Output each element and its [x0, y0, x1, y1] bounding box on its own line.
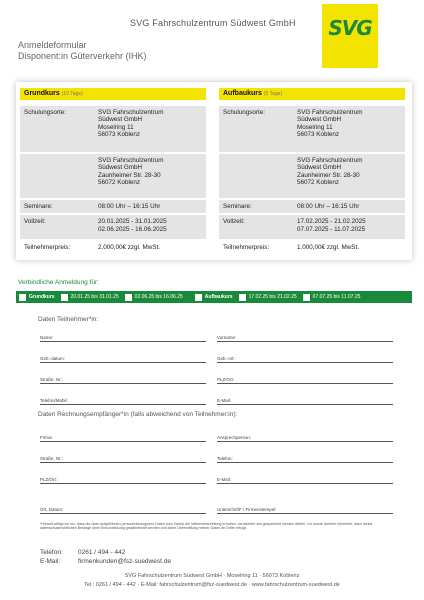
title-line-2: Disponent:in Güterverkehr (IHK) [18, 51, 147, 61]
aufbaukurs-ort1 [297, 109, 401, 149]
svg-logo [322, 4, 378, 68]
rechnung-plz-ort-field[interactable]: PLZ/Ort: [40, 476, 206, 484]
grundkurs-seminare-row [20, 200, 206, 213]
checkbox-aufbaukurs-feb[interactable] [239, 294, 246, 301]
seminare-time: 08:00 Uhr – 16:15 Uhr [297, 203, 360, 210]
grundkurs-ort1 [98, 109, 202, 149]
consent-footnote: *Hiermit willige ich ein, dass die oben aufgeführten personenbezogenen Daten zum Zweck der Weiterverarbeitung erhoben, verarbeitet und gespeichert werden dürfen. Ich wurde darüber informiert, dass meine datenschutzrechtlichen Belange ohne Einschränkung gewährleistet werden und keine Übermittlung meiner Daten an Dritte erfolgt. [40, 522, 373, 531]
contact-email [40, 557, 171, 566]
rechnung-telefon-field[interactable]: Telefon: [217, 455, 393, 463]
aufbaukurs-ort1-row [219, 106, 405, 152]
aufbaukurs-vollzeit-dates [297, 218, 401, 236]
contact-telefon-label: Telefon: [40, 549, 63, 556]
grundkurs-vollzeit-row [20, 215, 206, 239]
contact-telefon-value: 0261 / 494 - 442 [78, 549, 126, 556]
address-line: Südwest GmbH [297, 116, 342, 124]
grundkurs-header [20, 88, 206, 100]
address-line: 56072 Koblenz [297, 178, 340, 186]
address-line: Moselring 11 [98, 123, 134, 131]
aufbaukurs-ort2 [297, 157, 401, 195]
vollzeit-label: Vollzeit: [24, 218, 46, 226]
seminare-time: 08:00 Uhr – 16:15 Uhr [98, 203, 161, 210]
anmeldung-title: Verbindliche Anmeldung für: [18, 279, 99, 286]
option-aufbaukurs-jul[interactable] [303, 294, 361, 301]
option-label: Grundkurs [29, 294, 55, 300]
checkbox-grundkurs[interactable] [19, 294, 26, 301]
checkbox-aufbaukurs-jul[interactable] [303, 294, 310, 301]
document-title [18, 40, 147, 62]
vollzeit-label: Vollzeit: [223, 218, 245, 226]
spacer [223, 157, 297, 195]
address-line: 56073 Koblenz [297, 130, 340, 138]
aufbaukurs-duration: (5 Tage) [263, 91, 283, 97]
grundkurs-preis: 2.000,00€ zzgl. MwSt. [98, 244, 160, 252]
ansprechperson-field[interactable]: Ansprechperson: [217, 434, 393, 442]
contact-telefon [40, 548, 171, 557]
unterschrift-field[interactable]: Unterschrift* / Firmenstempel: [217, 506, 393, 514]
ort-datum-field[interactable]: Ort, Datum: [40, 506, 206, 514]
name-field[interactable]: Name: [40, 334, 206, 342]
option-grundkurs-jun[interactable] [125, 294, 183, 301]
address-line: SVG Fahrschulzentrum [297, 157, 363, 164]
spacer [24, 157, 98, 195]
aufbaukurs-preis: 1.000,00€ zzgl. MwSt. [297, 244, 359, 252]
company-name: SVG Fahrschulzentrum Südwest GmbH [130, 18, 296, 28]
title-line-1: Anmeldeformular [18, 40, 87, 50]
plz-ort-field[interactable]: PLZ/Ort: [217, 376, 393, 384]
preis-label: Teilnehmerpreis: [223, 244, 270, 252]
address-line: Südwest GmbH [98, 116, 143, 124]
address-line: Zaunheimer Str. 28-30 [98, 171, 161, 179]
address-line: SVG Fahrschulzentrum [98, 157, 164, 164]
firma-field[interactable]: Firma: [40, 434, 206, 442]
rechnung-strasse-field[interactable]: Straße, Nr.: [40, 455, 206, 463]
date-range: 20.01.2025 - 31.01.2025 [98, 218, 167, 226]
telefon-field[interactable]: Telefon/Mobil: [40, 397, 206, 405]
address-line: SVG Fahrschulzentrum [98, 109, 164, 116]
option-label: 20.01.25 bis 31.01.25 [70, 294, 119, 300]
footer-contact: Tel.: 0261 / 494 - 442 · E-Mail: fahrschulzentrum@fsz-suedwest.de · www.fahrschulzentrum-suedwest.de [84, 582, 340, 588]
aufbaukurs-vollzeit-row [219, 215, 405, 239]
aufbaukurs-column [219, 88, 405, 255]
contact-email-label: E-Mail: [40, 558, 61, 565]
date-range: 17.02.2025 - 21.02.2025 [297, 218, 366, 226]
checkbox-grundkurs-jun[interactable] [125, 294, 132, 301]
rechnung-email-field[interactable]: E-Mail: [217, 476, 393, 484]
teilnehmer-section-label: Daten Teilnehmer*in: [38, 316, 99, 323]
date-range: 02.06.2025 - 16.06.2025 [98, 225, 167, 233]
option-aufbaukurs[interactable] [195, 294, 233, 301]
grundkurs-ort2-row [20, 154, 206, 198]
course-selection-bar [16, 291, 412, 303]
option-aufbaukurs-feb[interactable] [239, 294, 297, 301]
vorname-field[interactable]: Vorname: [217, 334, 393, 342]
address-line: 56073 Koblenz [98, 130, 141, 138]
preis-label: Teilnehmerpreis: [24, 244, 71, 252]
footer-address: SVG Fahrschulzentrum Südwest GmbH · Moselring 11 · 56073 Koblenz [124, 573, 300, 579]
seminare-label: Seminare: [24, 203, 53, 210]
geb-ort-field[interactable]: Geb.-ort: [217, 355, 393, 363]
email-field[interactable]: E-Mail: [217, 397, 393, 405]
contact-block [40, 548, 171, 566]
aufbaukurs-seminare-row [219, 200, 405, 213]
address-line: 56072 Koblenz [98, 178, 141, 186]
aufbaukurs-preis-row [219, 241, 405, 254]
address-line: SVG Fahrschulzentrum [297, 109, 363, 116]
grundkurs-ort2 [98, 157, 202, 195]
option-label: 02.06.25 bis 16.06.25 [134, 294, 183, 300]
address-line: Südwest GmbH [98, 164, 143, 172]
address-line: Moselring 11 [297, 123, 333, 131]
address-line: Zaunheimer Str. 28-30 [297, 171, 360, 179]
aufbaukurs-title: Aufbaukurs [223, 90, 262, 97]
grundkurs-preis-row [20, 241, 206, 254]
grundkurs-duration: (10 Tage) [61, 91, 83, 97]
option-label: 17.02.25 bis 21.02.25 [248, 294, 297, 300]
course-info-panel [16, 82, 412, 260]
logo-text: SVG [328, 16, 372, 40]
geb-datum-field[interactable]: Geb.-datum: [40, 355, 206, 363]
grundkurs-title: Grundkurs [24, 90, 60, 97]
option-label: Aufbaukurs [204, 294, 233, 300]
date-range: 07.07.2025 - 11.07.2025 [297, 225, 366, 233]
option-label: 07.07.25 bis 11.07.25 [312, 294, 361, 300]
checkbox-aufbaukurs[interactable] [195, 294, 202, 301]
grundkurs-vollzeit-dates [98, 218, 202, 236]
checkbox-grundkurs-jan[interactable] [61, 294, 68, 301]
schulungsorte-label: Schulungsorte: [24, 109, 67, 116]
aufbaukurs-header [219, 88, 405, 100]
seminare-label: Seminare: [223, 203, 252, 210]
contact-email-value[interactable]: firmenkunden@fsz-suedwest.de [78, 558, 171, 565]
schulungsorte-label: Schulungsorte: [223, 109, 266, 116]
strasse-field[interactable]: Straße, Nr.: [40, 376, 206, 384]
grundkurs-ort1-row [20, 106, 206, 152]
aufbaukurs-ort2-row [219, 154, 405, 198]
grundkurs-column [20, 88, 206, 255]
option-grundkurs[interactable] [19, 294, 55, 301]
rechnung-section-label: Daten Rechnungsempfänger*in (falls abweichend von Teilnehmer:in): [38, 411, 238, 418]
option-grundkurs-jan[interactable] [61, 294, 119, 301]
address-line: Südwest GmbH [297, 164, 342, 172]
